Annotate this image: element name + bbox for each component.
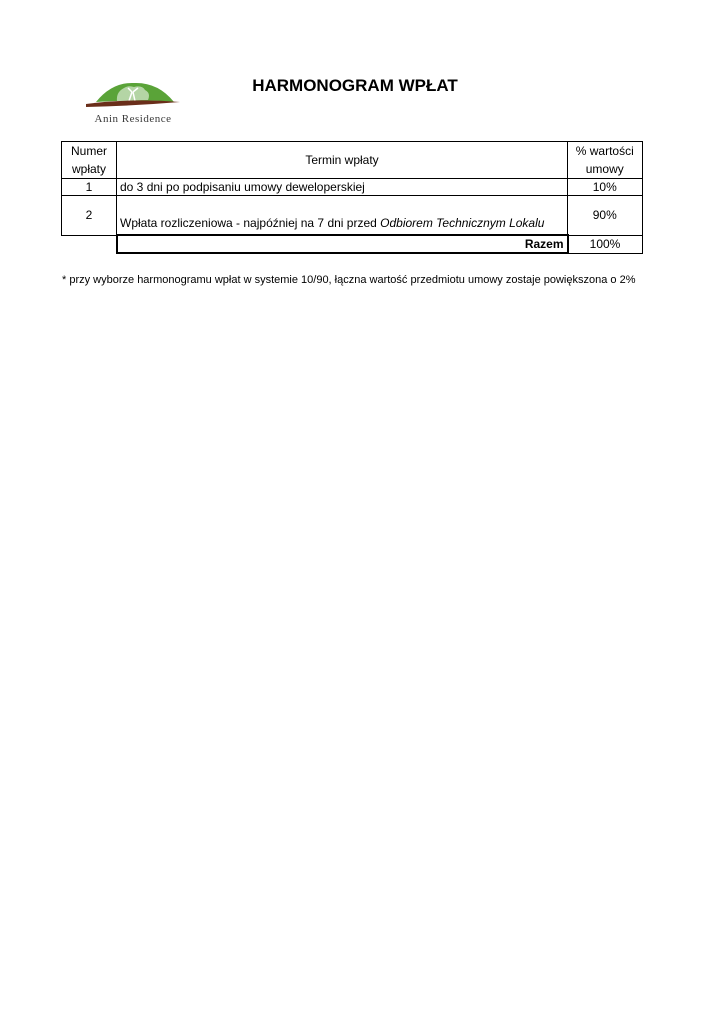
total-label: Razem <box>117 235 568 253</box>
row-term-text: Wpłata rozliczeniowa - najpóźniej na 7 dni przed <box>120 216 381 230</box>
page-title: HARMONOGRAM WPŁAT <box>252 76 458 95</box>
row-term-italic: Odbiorem Technicznym Lokalu <box>380 216 545 230</box>
header-number: Numer wpłaty <box>62 142 117 179</box>
table-row <box>62 179 643 196</box>
total-blank-cell <box>62 235 117 253</box>
row-percent: 90% <box>568 196 643 236</box>
table-header-row <box>62 142 643 179</box>
row-percent: 10% <box>568 179 643 196</box>
header-percent: % wartości umowy <box>568 142 643 179</box>
row-number: 2 <box>62 196 117 236</box>
row-term <box>117 196 568 236</box>
payment-schedule-table <box>61 141 643 254</box>
table-row <box>62 196 643 236</box>
total-row <box>62 235 643 253</box>
footnote: * przy wyborze harmonogramu wpłat w systemie 10/90, łączna wartość przedmiotu umowy zostaje powiększona o 2% <box>62 274 636 286</box>
company-logo <box>82 80 184 128</box>
header-term: Termin wpłaty <box>117 142 568 179</box>
row-number: 1 <box>62 179 117 196</box>
logo-text: Anin Residence <box>94 113 172 125</box>
total-percent: 100% <box>568 235 643 253</box>
row-term: do 3 dni po podpisaniu umowy deweloperskiej <box>117 179 568 196</box>
tree-logo-icon <box>82 80 184 114</box>
